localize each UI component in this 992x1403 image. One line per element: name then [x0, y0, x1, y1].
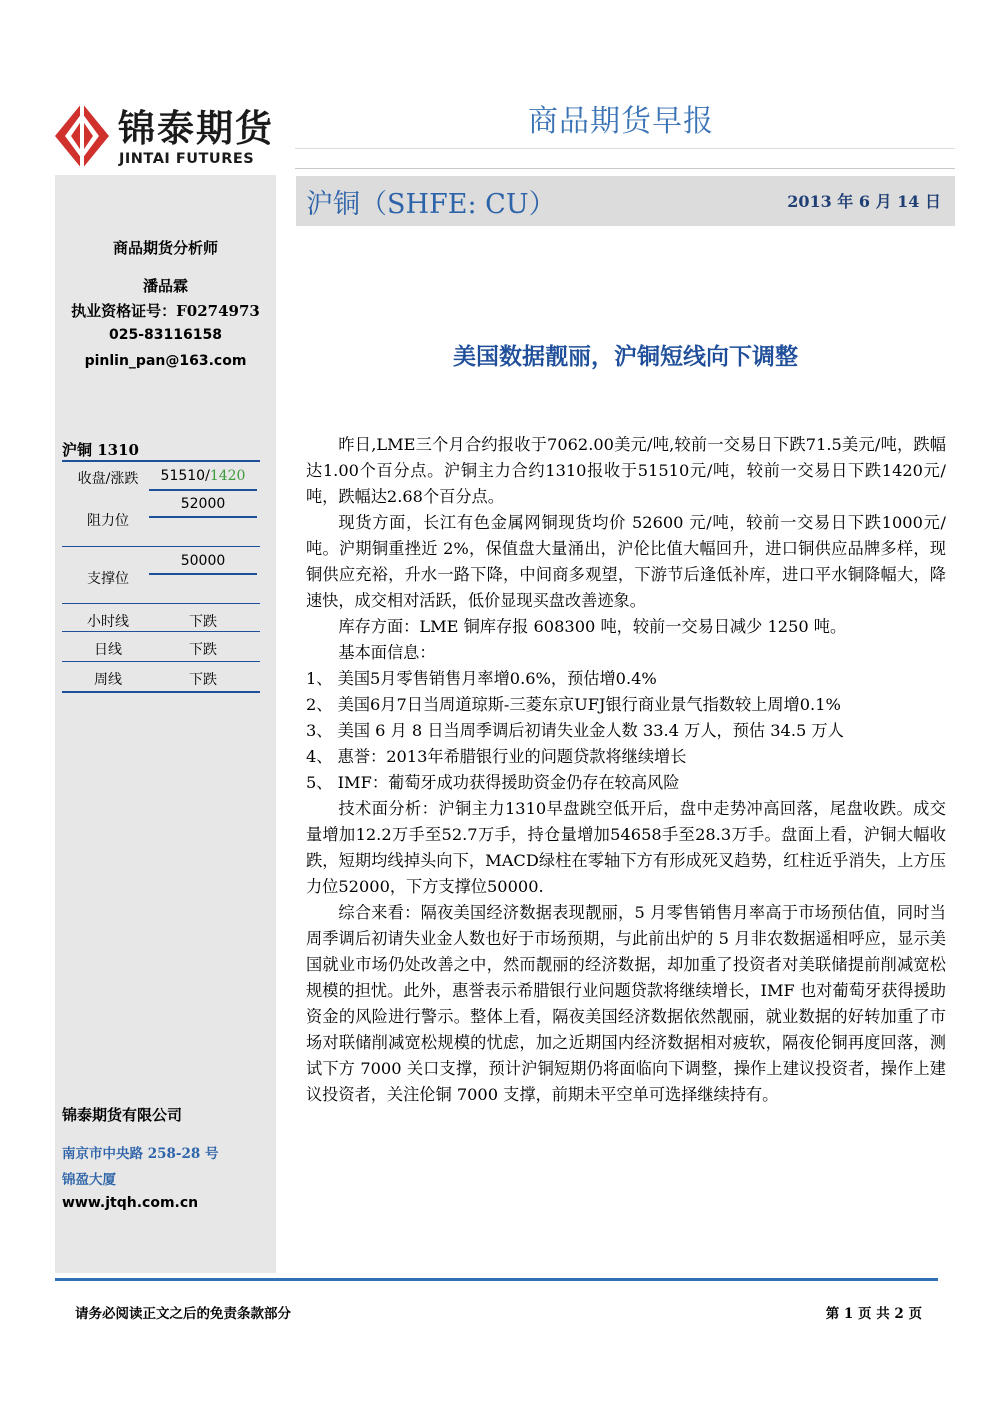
analyst-email[interactable]: pinlin_pan@163.com [84, 353, 247, 369]
disclaimer-note: 请务必阅读正文之后的免责条款部分 [75, 1306, 291, 1322]
support-underline [149, 573, 257, 575]
list-item: 5、 IMF：葡萄牙成功获得援助资金仍存在较高风险 [306, 773, 680, 792]
resistance-label: 阻力位 [87, 513, 129, 529]
paragraph-technical: 技术面分析：沪铜主力1310早盘跳空低开后，盘中走势冲高回落，尾盘收跌。成交量增加12.2万手至52.7万手，持仓量增加54658手至28.3万手。盘面上看，沪铜大幅收跌，短期均线掉头向下，MACD绿柱在零轴下方有形成死叉趋势，红柱近乎消失，上方压力位52000，下方支撑位50000. [306, 799, 946, 896]
close-change: 1420 [209, 468, 246, 484]
metrics-title: 沪铜 1310 [62, 441, 139, 459]
contract-title: 沪铜（SHFE: CU） [306, 189, 556, 220]
article-body [306, 432, 946, 1108]
row-divider [62, 631, 260, 632]
list-item: 2、 美国6月7日当周道琼斯-三菱东京UFJ银行商业景气指数较上周增0.1% [306, 695, 841, 714]
close-value [149, 468, 257, 484]
row-divider [62, 603, 260, 604]
resistance-value: 52000 [180, 496, 226, 512]
logo-chinese-name: 锦泰期货 [118, 107, 274, 150]
title-band [296, 176, 955, 226]
diamond-logo-icon [55, 103, 109, 169]
daily-label: 日线 [94, 642, 122, 658]
analyst-name: 潘品霖 [142, 277, 188, 295]
paragraph-summary: 综合来看：隔夜美国经济数据表现靓丽，5 月零售销售月率高于市场预估值，同时当周季调后初请失业金人数也好于市场预期，与此前出炉的 5 月非农数据遥相呼应，显示美国就业市场仍处改善之中，然而靓丽的经济数据，却加重了投资者对美联储提前削减宽松规模的担忧。此外，惠誉表示希腊银行业问题贷款将继续增长，IMF 也对葡萄牙获得援助资金的风险进行警示。整体上看，隔夜美国经济数据依然靓丽，就业数据的好转加重了市场对联储削减宽松规模的忧虑，加之近期国内经济数据相对疲软，隔夜伦铜再度回落，测试下方 7000 关口支撑，预计沪铜短期仍将面临向下调整，操作上建议投资者，操作上建议投资者，关注伦铜 7000 支撑，前期未平空单可选择继续持有。 [306, 903, 946, 1104]
footer-divider [55, 1278, 938, 1281]
header-divider [295, 148, 955, 173]
close-price: 51510 [160, 468, 206, 484]
company-website[interactable]: www.jtqh.com.cn [62, 1195, 199, 1211]
company-address-line1: 南京市中央路 258-28 号 [62, 1146, 219, 1162]
paragraph-fundamentals-heading: 基本面信息： [338, 643, 436, 662]
analyst-phone: 025-83116158 [109, 327, 222, 343]
weekly-value: 下跌 [189, 672, 217, 688]
support-label: 支撑位 [87, 571, 129, 587]
list-item: 1、 美国5月零售销售月率增0.6%，预估增0.4% [306, 669, 657, 688]
metrics-top-rule [62, 460, 260, 462]
resistance-underline [149, 516, 257, 518]
analyst-role: 商品期货分析师 [112, 239, 218, 257]
close-label: 收盘/涨跌 [77, 471, 139, 487]
close-sep: / [205, 468, 210, 484]
paragraph-spot: 现货方面，长江有色金属网铜现货均价 52600 元/吨，较前一交易日下跌1000元/吨。沪期铜重挫近 2%，保值盘大量涌出，沪伦比值大幅回升，进口铜供应品牌多样，现铜供应充裕，升水一路下降，中间商多观望，下游节后逢低补库，进口平水铜降幅大，降速快，成交相对活跃，低价显现买盘改善迹象。 [306, 513, 946, 610]
logo-english-name: JINTAI FUTURES [119, 151, 255, 167]
metrics-bottom-rule [62, 691, 260, 693]
report-date: 2013 年 6 月 14 日 [787, 192, 941, 211]
close-underline [149, 489, 257, 491]
hourly-label: 小时线 [87, 614, 129, 630]
daily-value: 下跌 [189, 642, 217, 658]
weekly-label: 周线 [94, 672, 122, 688]
page-number: 第 1 页 共 2 页 [825, 1306, 922, 1322]
row-divider [62, 661, 260, 662]
row-divider [62, 546, 260, 547]
company-address-line2: 锦盈大厦 [62, 1172, 116, 1188]
support-value: 50000 [180, 553, 226, 569]
analyst-license: 执业资格证号：F0274973 [71, 302, 260, 320]
headline: 美国数据靓丽，沪铜短线向下调整 [453, 343, 798, 370]
list-item: 3、 美国 6 月 8 日当周季调后初请失业金人数 33.4 万人，预估 34.5 万人 [306, 721, 844, 740]
hourly-value: 下跌 [189, 614, 217, 630]
list-item: 4、 惠誉：2013年希腊银行业的问题贷款将继续增长 [306, 747, 687, 766]
report-title: 商品期货早报 [528, 104, 714, 139]
company-name: 锦泰期货有限公司 [62, 1106, 183, 1124]
paragraph-lme: 昨日,LME三个月合约报收于7062.00美元/吨,较前一交易日下跌71.5美元/吨，跌幅达1.00个百分点。沪铜主力合约1310报收于51510元/吨，较前一交易日下跌1420元/吨，跌幅达2.68个百分点。 [306, 435, 946, 506]
company-logo [55, 98, 285, 173]
paragraph-inventory: 库存方面：LME 铜库存报 608300 吨，较前一交易日减少 1250 吨。 [338, 617, 847, 636]
sidebar [55, 175, 276, 1273]
